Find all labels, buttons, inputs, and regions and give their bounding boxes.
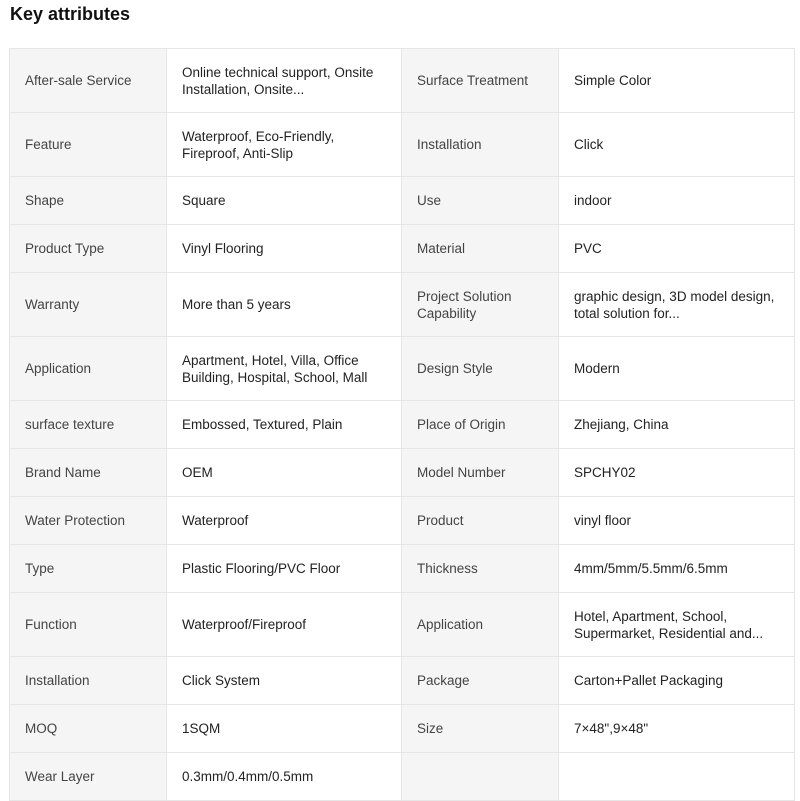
attribute-value-text: 1SQM (182, 721, 221, 736)
attribute-name (10, 273, 167, 337)
attribute-row (10, 545, 795, 593)
attribute-value-text: Carton+Pallet Packaging (574, 673, 723, 688)
attribute-value (559, 337, 795, 401)
attribute-row (10, 225, 795, 273)
attribute-value-text: More than 5 years (182, 297, 291, 312)
attribute-value-text: Waterproof (182, 513, 249, 528)
attribute-name (402, 273, 559, 337)
attribute-value (167, 49, 402, 113)
attribute-value-text: graphic design, 3D model design, total solution for... (574, 288, 775, 321)
attribute-name-text: Type (25, 561, 55, 576)
attribute-name (402, 449, 559, 497)
attribute-value-text: OEM (182, 465, 213, 480)
attribute-value-text: 4mm/5mm/5.5mm/6.5mm (574, 561, 728, 576)
attribute-name (10, 177, 167, 225)
attribute-row (10, 401, 795, 449)
attribute-name-text: Use (417, 193, 442, 208)
attribute-name (10, 705, 167, 753)
attribute-name-text: surface texture (25, 417, 115, 432)
attribute-row (10, 497, 795, 545)
attribute-value-text: 7×48",9×48" (574, 721, 649, 736)
attribute-name (10, 113, 167, 177)
attribute-value-text: SPCHY02 (574, 465, 636, 480)
attribute-value (167, 497, 402, 545)
attribute-value (559, 225, 795, 273)
attribute-row (10, 753, 795, 801)
attribute-row (10, 113, 795, 177)
attribute-value (559, 497, 795, 545)
attribute-value-text: Click (574, 137, 604, 152)
attribute-value-text: PVC (574, 241, 602, 256)
attribute-name-text: Application (25, 361, 92, 376)
attribute-name-text: MOQ (25, 721, 58, 736)
attribute-name-text: Material (417, 241, 466, 256)
attribute-name-text: Thickness (417, 561, 478, 576)
attribute-value-text: Waterproof, Eco-Friendly, Fireproof, Anti-Slip (182, 128, 335, 161)
attribute-name (402, 337, 559, 401)
attribute-name (10, 497, 167, 545)
attribute-value (167, 593, 402, 657)
attribute-name (402, 753, 559, 801)
attribute-name-text: Place of Origin (417, 417, 506, 432)
attribute-name-text: Warranty (25, 297, 80, 312)
attribute-value-text: Square (182, 193, 226, 208)
attribute-value (559, 753, 795, 801)
attribute-value (559, 545, 795, 593)
attribute-name (402, 593, 559, 657)
attribute-name-text: Feature (25, 137, 72, 152)
attribute-name-text: Design Style (417, 361, 493, 376)
attribute-name-text: After-sale Service (25, 73, 132, 88)
attribute-row (10, 449, 795, 497)
attribute-name-text: Package (417, 673, 470, 688)
attribute-value (167, 401, 402, 449)
attribute-name (402, 705, 559, 753)
attribute-value-text: Online technical support, Onsite Installation, Onsite... (182, 64, 374, 97)
attribute-value (559, 177, 795, 225)
attribute-value (167, 273, 402, 337)
attribute-value (167, 753, 402, 801)
attribute-name-text: Project Solution Capability (417, 288, 512, 321)
attribute-value-text: indoor (574, 193, 612, 208)
attribute-value (559, 273, 795, 337)
attribute-value (559, 449, 795, 497)
attribute-name (10, 337, 167, 401)
attribute-name (402, 177, 559, 225)
attribute-name-text: Function (25, 617, 77, 632)
attribute-value (167, 177, 402, 225)
attribute-name-text: Installation (25, 673, 90, 688)
attribute-row (10, 273, 795, 337)
attribute-name-text: Brand Name (25, 465, 101, 480)
attribute-value (167, 113, 402, 177)
attribute-row (10, 657, 795, 705)
attribute-name (10, 657, 167, 705)
attribute-value (559, 593, 795, 657)
section-title: Key attributes (10, 4, 131, 24)
attribute-row (10, 49, 795, 113)
attribute-name (10, 545, 167, 593)
attribute-value (559, 401, 795, 449)
attribute-name (10, 593, 167, 657)
attribute-name (402, 401, 559, 449)
attribute-name (402, 545, 559, 593)
key-attributes-table-container (9, 48, 794, 801)
attribute-value-text: Zhejiang, China (574, 417, 669, 432)
attribute-value (167, 449, 402, 497)
attribute-name-text: Shape (25, 193, 65, 208)
attribute-name-text: Wear Layer (25, 769, 95, 784)
attribute-name (402, 49, 559, 113)
attributes-body (10, 49, 795, 801)
attribute-name-text: Installation (417, 137, 482, 152)
attribute-name-text: Surface Treatment (417, 73, 529, 88)
attribute-value (559, 49, 795, 113)
attribute-name (10, 401, 167, 449)
attribute-name (402, 225, 559, 273)
key-attributes-table (9, 48, 795, 801)
attribute-row (10, 177, 795, 225)
attribute-name (10, 753, 167, 801)
attribute-name (402, 657, 559, 705)
attribute-name (402, 113, 559, 177)
attribute-value-text: Plastic Flooring/PVC Floor (182, 561, 341, 576)
attribute-value-text: Waterproof/Fireproof (182, 617, 307, 632)
attribute-name-text: Product (417, 513, 464, 528)
attribute-name (10, 49, 167, 113)
attribute-value-text: Vinyl Flooring (182, 241, 264, 256)
attribute-row (10, 705, 795, 753)
attribute-row (10, 593, 795, 657)
attribute-value-text: Modern (574, 361, 620, 376)
attribute-value (559, 705, 795, 753)
attribute-value (167, 225, 402, 273)
attribute-value-text: Apartment, Hotel, Villa, Office Building, Hospital, School, Mall (182, 352, 368, 385)
attribute-name-text: Application (417, 617, 484, 632)
attribute-value (167, 545, 402, 593)
attribute-name-text: Product Type (25, 241, 105, 256)
attribute-name (10, 449, 167, 497)
attribute-value (167, 705, 402, 753)
attribute-value (559, 657, 795, 705)
attribute-name-text: Model Number (417, 465, 506, 480)
attribute-name-text: Water Protection (25, 513, 126, 528)
attribute-name (402, 497, 559, 545)
attribute-value (167, 337, 402, 401)
attribute-value-text: vinyl floor (574, 513, 632, 528)
attribute-value-text: Simple Color (574, 73, 652, 88)
attribute-row (10, 337, 795, 401)
attribute-value-text: Embossed, Textured, Plain (182, 417, 343, 432)
attribute-name-text: Size (417, 721, 444, 736)
attribute-value (559, 113, 795, 177)
attribute-value-text: Click System (182, 673, 261, 688)
attribute-name (10, 225, 167, 273)
attribute-value (167, 657, 402, 705)
attribute-value-text: Hotel, Apartment, School, Supermarket, Residential and... (574, 608, 764, 641)
attribute-value-text: 0.3mm/0.4mm/0.5mm (182, 769, 314, 784)
